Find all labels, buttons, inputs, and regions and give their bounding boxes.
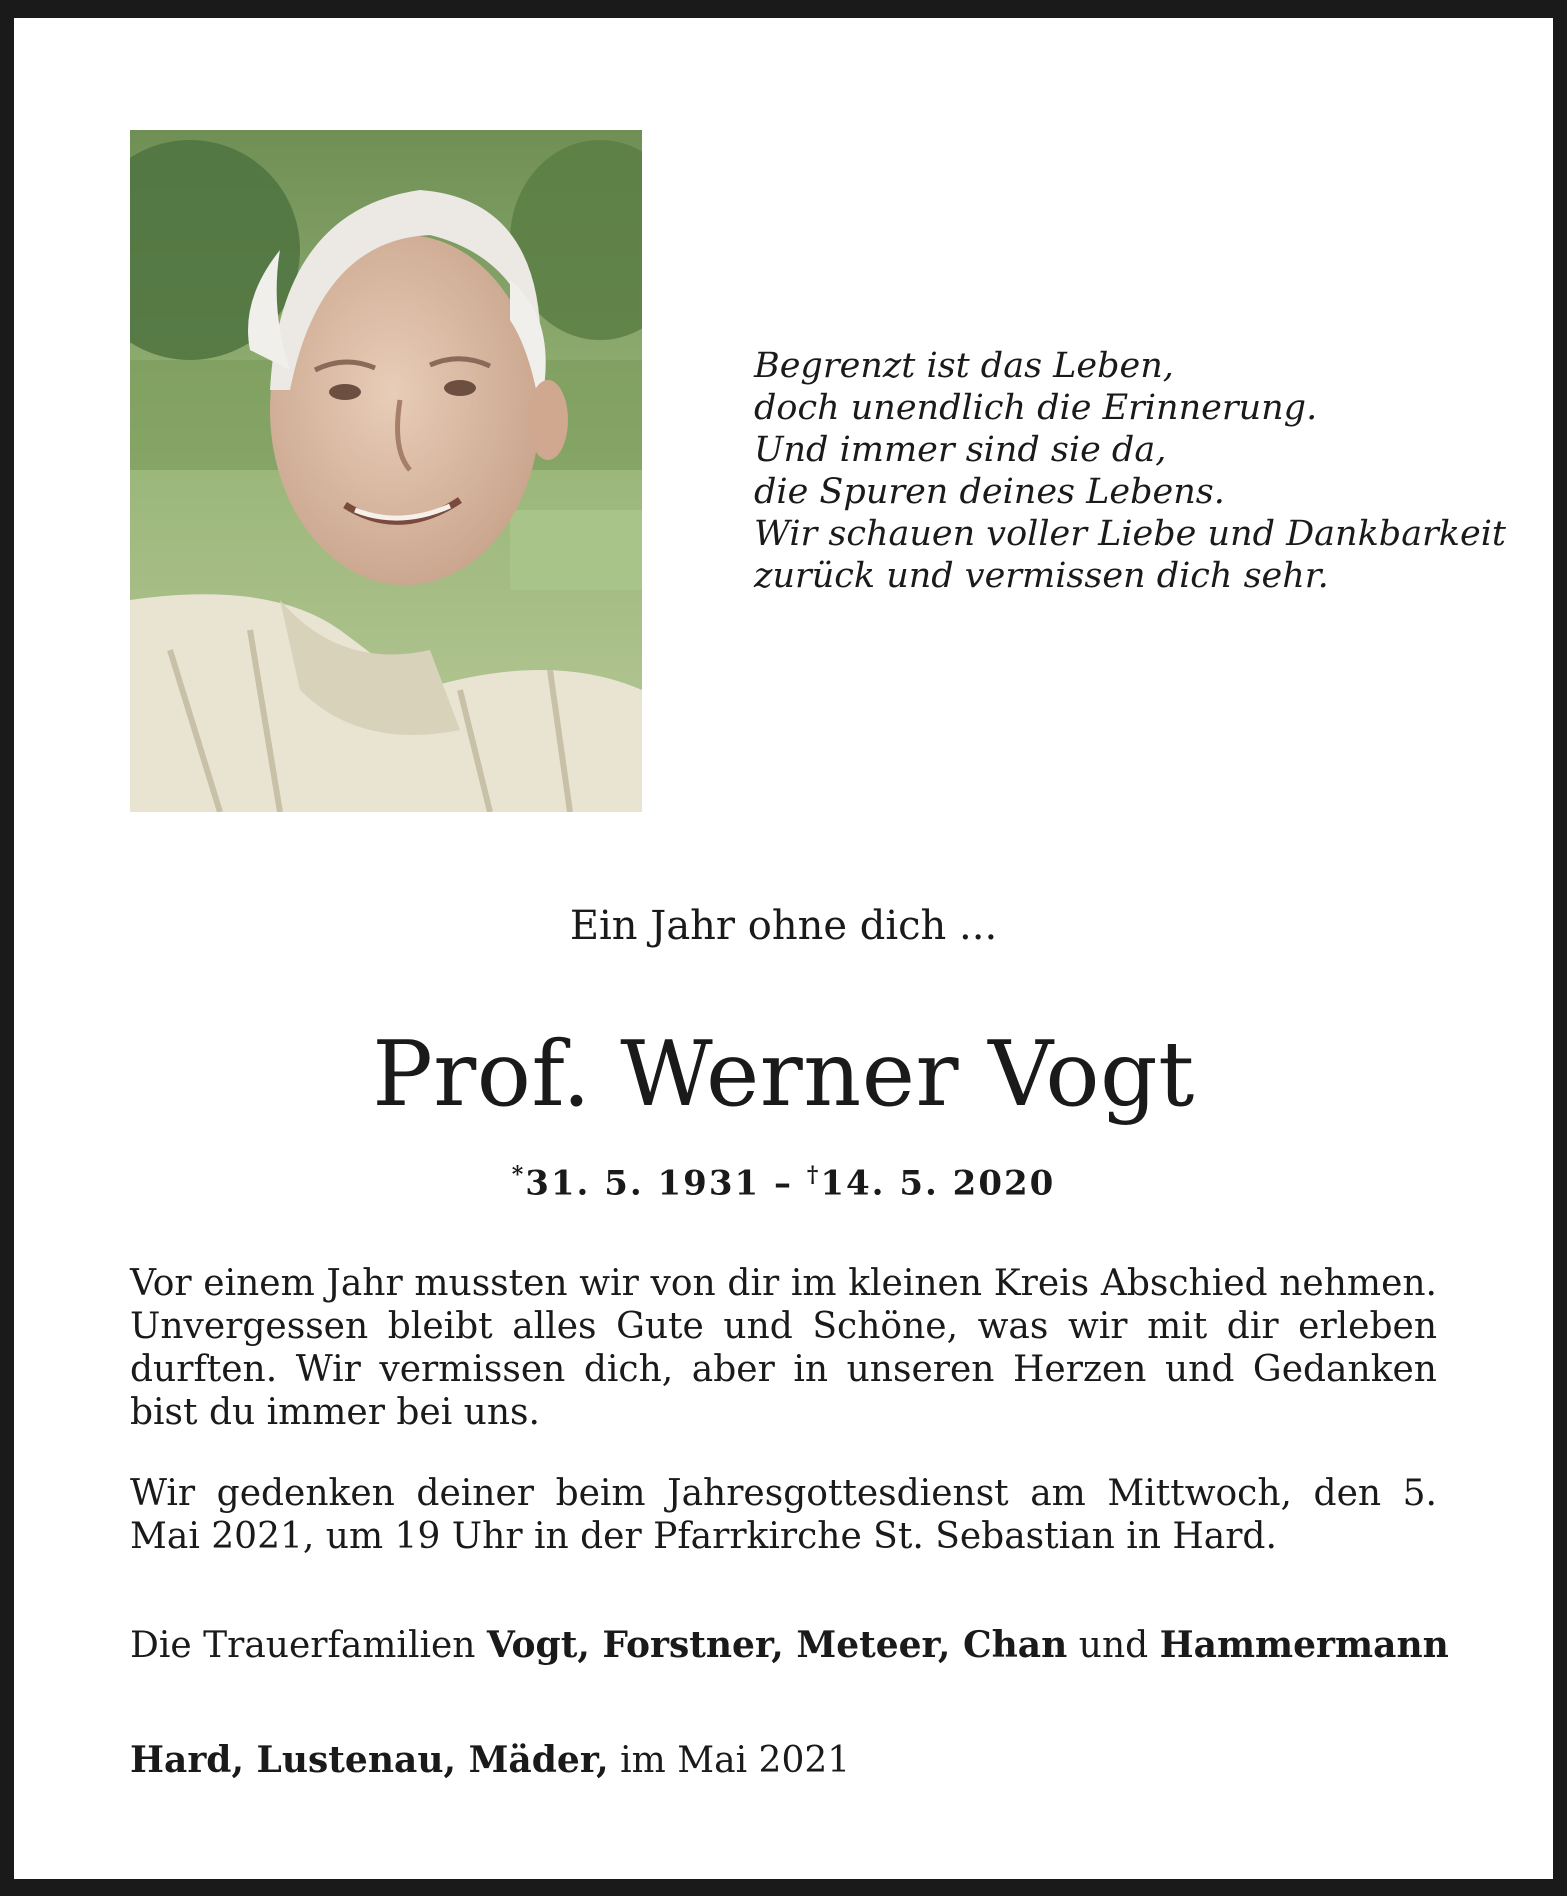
family-names: Vogt, Forstner, Meteer, Chan xyxy=(486,1624,1068,1666)
poem-line: zurück und vermissen dich sehr. xyxy=(754,556,1329,596)
poem-line: die Spuren deines Lebens. xyxy=(754,472,1225,512)
families-prefix: Die Trauerfamilien xyxy=(130,1625,487,1666)
poem-line: Begrenzt ist das Leben, xyxy=(754,346,1174,386)
locations: Hard, Lustenau, Mäder, xyxy=(130,1739,609,1781)
deceased-name: Prof. Werner Vogt xyxy=(372,1022,1195,1127)
poem-line: Und immer sind sie da, xyxy=(754,430,1167,470)
place-and-date xyxy=(130,1735,850,1786)
families-conjunction: und xyxy=(1067,1625,1160,1666)
mourning-families xyxy=(130,1620,1449,1671)
poem-line: doch unendlich die Erinnerung. xyxy=(754,388,1318,428)
memorial-poem xyxy=(754,345,1506,597)
portrait-photo xyxy=(130,130,642,812)
farewell-paragraph: Vor einem Jahr mussten wir von dir im kleinen Kreis Abschied nehmen. Unvergessen bleibt alles Gute und Schöne, was wir mit dir erleben durften. Wir vermissen dich, aber in unseren Herzen und Gedanken bist du immer bei uns. xyxy=(130,1263,1437,1433)
notice-date: im Mai 2021 xyxy=(608,1740,851,1781)
portrait-illustration xyxy=(130,130,642,812)
family-name-last: Hammermann xyxy=(1159,1624,1449,1666)
intro-line: Ein Jahr ohne dich ... xyxy=(569,903,998,949)
death-date: 14. 5. 2020 xyxy=(820,1163,1056,1204)
date-separator: – xyxy=(760,1163,807,1204)
service-paragraph: Wir gedenken deiner beim Jahresgottesdienst am Mittwoch, den 5. Mai 2021, um 19 Uhr in der Pfarrkirche St. Sebastian in Hard. xyxy=(130,1473,1437,1557)
death-symbol: † xyxy=(806,1162,821,1188)
life-dates xyxy=(0,1150,1567,1208)
birth-symbol: * xyxy=(511,1162,526,1188)
birth-date: 31. 5. 1931 xyxy=(525,1163,761,1204)
poem-line: Wir schauen voller Liebe und Dankbarkeit xyxy=(754,514,1506,554)
